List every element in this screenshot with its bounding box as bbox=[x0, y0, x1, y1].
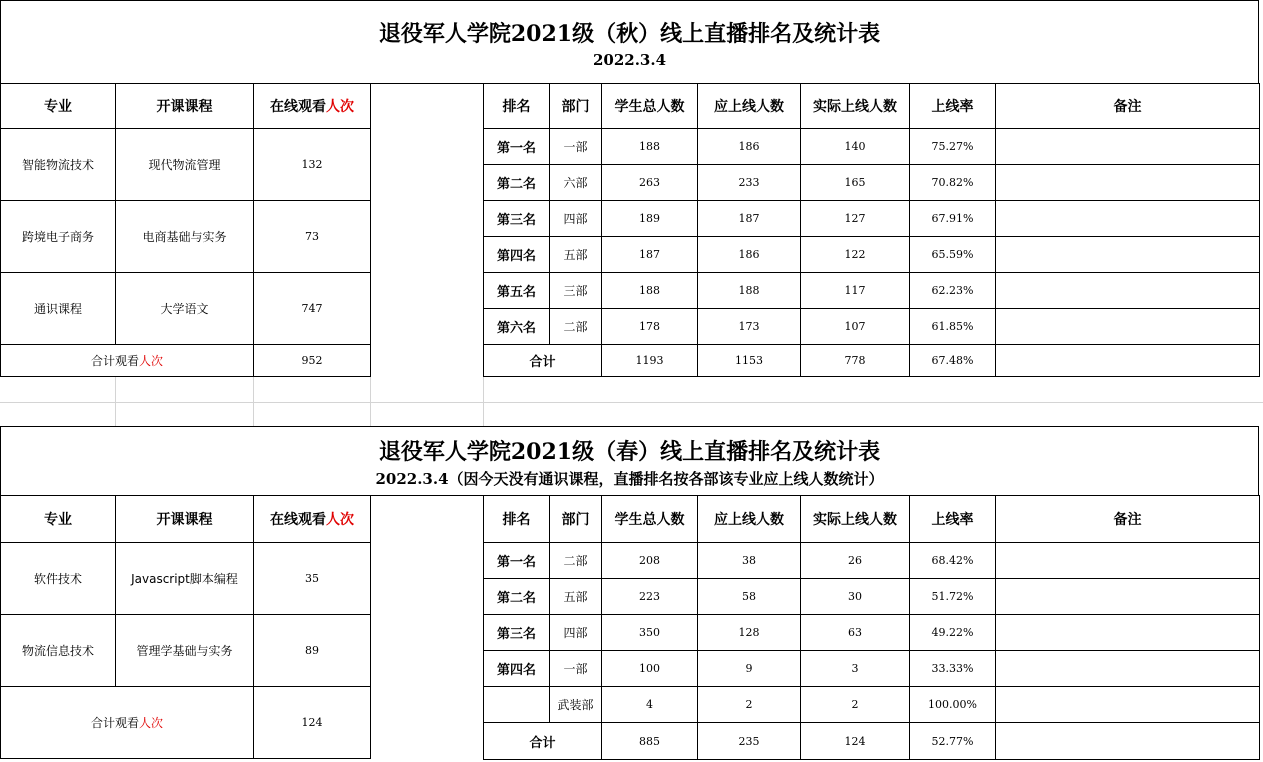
total-cell: 189 bbox=[602, 201, 698, 237]
actual-cell: 140 bbox=[801, 129, 910, 165]
table-row bbox=[1, 273, 371, 345]
total-label bbox=[1, 345, 254, 377]
dept-cell: 五部 bbox=[550, 579, 602, 615]
dept-cell: 四部 bbox=[550, 201, 602, 237]
header-rank: 排名 bbox=[484, 496, 550, 543]
header-major: 专业 bbox=[1, 84, 116, 129]
total-cell: 223 bbox=[602, 579, 698, 615]
expected-cell: 187 bbox=[698, 201, 801, 237]
remark-cell bbox=[996, 273, 1260, 309]
rate-cell: 33.33% bbox=[910, 651, 996, 687]
gridline bbox=[483, 376, 484, 426]
table-row bbox=[1, 615, 371, 687]
remark-cell bbox=[996, 723, 1260, 760]
rate-cell: 67.48% bbox=[910, 345, 996, 377]
header-expected: 应上线人数 bbox=[698, 84, 801, 129]
course-cell: 大学语文 bbox=[116, 273, 254, 345]
course-cell: 现代物流管理 bbox=[116, 129, 254, 201]
total-row bbox=[1, 687, 371, 759]
sheet1-title-block bbox=[0, 0, 1259, 84]
total-cell: 208 bbox=[602, 543, 698, 579]
table-row bbox=[484, 651, 1260, 687]
rate-cell: 75.27% bbox=[910, 129, 996, 165]
views-cell: 73 bbox=[254, 201, 371, 273]
gridline bbox=[253, 376, 254, 426]
total-row bbox=[1, 345, 371, 377]
expected-cell: 9 bbox=[698, 651, 801, 687]
dept-cell: 一部 bbox=[550, 651, 602, 687]
expected-cell: 173 bbox=[698, 309, 801, 345]
actual-cell: 122 bbox=[801, 237, 910, 273]
header-views-prefix: 在线观看 bbox=[270, 512, 326, 528]
rate-cell: 61.85% bbox=[910, 309, 996, 345]
views-cell: 747 bbox=[254, 273, 371, 345]
header-views bbox=[254, 496, 371, 543]
gridline bbox=[370, 376, 371, 426]
total-cell: 178 bbox=[602, 309, 698, 345]
views-cell: 89 bbox=[254, 615, 371, 687]
header-expected: 应上线人数 bbox=[698, 496, 801, 543]
expected-cell: 186 bbox=[698, 129, 801, 165]
sheet1-views-table bbox=[0, 83, 371, 377]
remark-cell bbox=[996, 129, 1260, 165]
rate-cell: 67.91% bbox=[910, 201, 996, 237]
rate-cell: 65.59% bbox=[910, 237, 996, 273]
actual-cell: 63 bbox=[801, 615, 910, 651]
sheet1-rank-table bbox=[483, 83, 1260, 377]
table-row bbox=[484, 129, 1260, 165]
total-cell: 885 bbox=[602, 723, 698, 760]
table-header-row bbox=[1, 496, 371, 543]
table-row bbox=[1, 129, 371, 201]
dept-cell: 四部 bbox=[550, 615, 602, 651]
header-course: 开课课程 bbox=[116, 84, 254, 129]
rank-cell: 第三名 bbox=[484, 615, 550, 651]
rate-cell: 100.00% bbox=[910, 687, 996, 723]
remark-cell bbox=[996, 201, 1260, 237]
total-cell: 187 bbox=[602, 237, 698, 273]
course-cell: Javascript脚本编程 bbox=[116, 543, 254, 615]
remark-cell bbox=[996, 615, 1260, 651]
total-cell: 4 bbox=[602, 687, 698, 723]
header-rate: 上线率 bbox=[910, 496, 996, 543]
total-views: 124 bbox=[254, 687, 371, 759]
dept-cell: 一部 bbox=[550, 129, 602, 165]
total-cell: 263 bbox=[602, 165, 698, 201]
sheet1-date: 2022.3.4 bbox=[592, 51, 667, 69]
total-views: 952 bbox=[254, 345, 371, 377]
remark-cell bbox=[996, 543, 1260, 579]
expected-cell: 233 bbox=[698, 165, 801, 201]
header-dept: 部门 bbox=[550, 84, 602, 129]
total-label: 合计 bbox=[484, 723, 602, 760]
rank-cell: 第四名 bbox=[484, 651, 550, 687]
actual-cell: 124 bbox=[801, 723, 910, 760]
remark-cell bbox=[996, 345, 1260, 377]
sheet2-title: 退役军人学院2021级（春）线上直播排名及统计表 bbox=[378, 439, 881, 465]
rate-cell: 62.23% bbox=[910, 273, 996, 309]
total-label-suffix: 人次 bbox=[139, 354, 164, 368]
actual-cell: 3 bbox=[801, 651, 910, 687]
major-cell: 物流信息技术 bbox=[1, 615, 116, 687]
rank-cell: 第五名 bbox=[484, 273, 550, 309]
rate-cell: 70.82% bbox=[910, 165, 996, 201]
table-row bbox=[484, 309, 1260, 345]
total-label-prefix: 合计观看 bbox=[90, 716, 139, 730]
rate-cell: 49.22% bbox=[910, 615, 996, 651]
table-row bbox=[484, 579, 1260, 615]
actual-cell: 117 bbox=[801, 273, 910, 309]
major-cell: 软件技术 bbox=[1, 543, 116, 615]
dept-cell: 五部 bbox=[550, 237, 602, 273]
header-views bbox=[254, 84, 371, 129]
gridline bbox=[115, 376, 116, 426]
dept-cell: 三部 bbox=[550, 273, 602, 309]
table-header-row bbox=[484, 496, 1260, 543]
remark-cell bbox=[996, 237, 1260, 273]
table-row bbox=[1, 201, 371, 273]
rank-cell: 第四名 bbox=[484, 237, 550, 273]
dept-cell: 武装部 bbox=[550, 687, 602, 723]
actual-cell: 2 bbox=[801, 687, 910, 723]
rank-cell: 第二名 bbox=[484, 579, 550, 615]
remark-cell bbox=[996, 165, 1260, 201]
header-remark: 备注 bbox=[996, 84, 1260, 129]
expected-cell: 2 bbox=[698, 687, 801, 723]
views-cell: 35 bbox=[254, 543, 371, 615]
rank-cell: 第二名 bbox=[484, 165, 550, 201]
header-views-suffix: 人次 bbox=[326, 99, 354, 115]
gridline bbox=[0, 402, 1263, 403]
rank-cell: 第一名 bbox=[484, 129, 550, 165]
actual-cell: 778 bbox=[801, 345, 910, 377]
table-row bbox=[484, 687, 1260, 723]
table-row bbox=[484, 273, 1260, 309]
dept-cell: 二部 bbox=[550, 309, 602, 345]
total-label-prefix: 合计观看 bbox=[90, 354, 139, 368]
rate-cell: 52.77% bbox=[910, 723, 996, 760]
expected-cell: 38 bbox=[698, 543, 801, 579]
course-cell: 管理学基础与实务 bbox=[116, 615, 254, 687]
table-row bbox=[484, 615, 1260, 651]
table-row bbox=[484, 237, 1260, 273]
actual-cell: 165 bbox=[801, 165, 910, 201]
header-remark: 备注 bbox=[996, 496, 1260, 543]
total-label bbox=[1, 687, 254, 759]
header-views-prefix: 在线观看 bbox=[270, 99, 326, 115]
remark-cell bbox=[996, 651, 1260, 687]
rank-cell: 第三名 bbox=[484, 201, 550, 237]
total-label: 合计 bbox=[484, 345, 602, 377]
rank-cell bbox=[484, 687, 550, 723]
total-cell: 188 bbox=[602, 273, 698, 309]
header-major: 专业 bbox=[1, 496, 116, 543]
major-cell: 智能物流技术 bbox=[1, 129, 116, 201]
header-total: 学生总人数 bbox=[602, 84, 698, 129]
sheet2-rank-table bbox=[483, 495, 1260, 760]
expected-cell: 188 bbox=[698, 273, 801, 309]
sheet1-title: 退役军人学院2021级（秋）线上直播排名及统计表 bbox=[378, 21, 881, 47]
rate-cell: 51.72% bbox=[910, 579, 996, 615]
major-cell: 跨境电子商务 bbox=[1, 201, 116, 273]
dept-cell: 二部 bbox=[550, 543, 602, 579]
major-cell: 通识课程 bbox=[1, 273, 116, 345]
remark-cell bbox=[996, 687, 1260, 723]
actual-cell: 107 bbox=[801, 309, 910, 345]
actual-cell: 30 bbox=[801, 579, 910, 615]
rank-cell: 第一名 bbox=[484, 543, 550, 579]
expected-cell: 1153 bbox=[698, 345, 801, 377]
expected-cell: 235 bbox=[698, 723, 801, 760]
table-header-row bbox=[484, 84, 1260, 129]
total-label-suffix: 人次 bbox=[139, 716, 164, 730]
total-row bbox=[484, 723, 1260, 760]
header-total: 学生总人数 bbox=[602, 496, 698, 543]
actual-cell: 127 bbox=[801, 201, 910, 237]
views-cell: 132 bbox=[254, 129, 371, 201]
table-row bbox=[484, 201, 1260, 237]
header-actual: 实际上线人数 bbox=[801, 84, 910, 129]
header-views-suffix: 人次 bbox=[326, 512, 354, 528]
sheet2-title-block bbox=[0, 426, 1259, 496]
table-header-row bbox=[1, 84, 371, 129]
expected-cell: 186 bbox=[698, 237, 801, 273]
header-course: 开课课程 bbox=[116, 496, 254, 543]
sheet2-views-table bbox=[0, 495, 371, 759]
total-cell: 350 bbox=[602, 615, 698, 651]
header-actual: 实际上线人数 bbox=[801, 496, 910, 543]
course-cell: 电商基础与实务 bbox=[116, 201, 254, 273]
total-cell: 1193 bbox=[602, 345, 698, 377]
expected-cell: 128 bbox=[698, 615, 801, 651]
table-row bbox=[484, 543, 1260, 579]
dept-cell: 六部 bbox=[550, 165, 602, 201]
table-row bbox=[484, 165, 1260, 201]
rate-cell: 68.42% bbox=[910, 543, 996, 579]
header-dept: 部门 bbox=[550, 496, 602, 543]
expected-cell: 58 bbox=[698, 579, 801, 615]
header-rate: 上线率 bbox=[910, 84, 996, 129]
header-rank: 排名 bbox=[484, 84, 550, 129]
remark-cell bbox=[996, 309, 1260, 345]
rank-cell: 第六名 bbox=[484, 309, 550, 345]
remark-cell bbox=[996, 579, 1260, 615]
sheet2-date: 2022.3.4（因今天没有通识课程，直播排名按各部该专业应上线人数统计） bbox=[375, 470, 884, 488]
total-cell: 188 bbox=[602, 129, 698, 165]
table-row bbox=[1, 543, 371, 615]
total-cell: 100 bbox=[602, 651, 698, 687]
total-row bbox=[484, 345, 1260, 377]
actual-cell: 26 bbox=[801, 543, 910, 579]
